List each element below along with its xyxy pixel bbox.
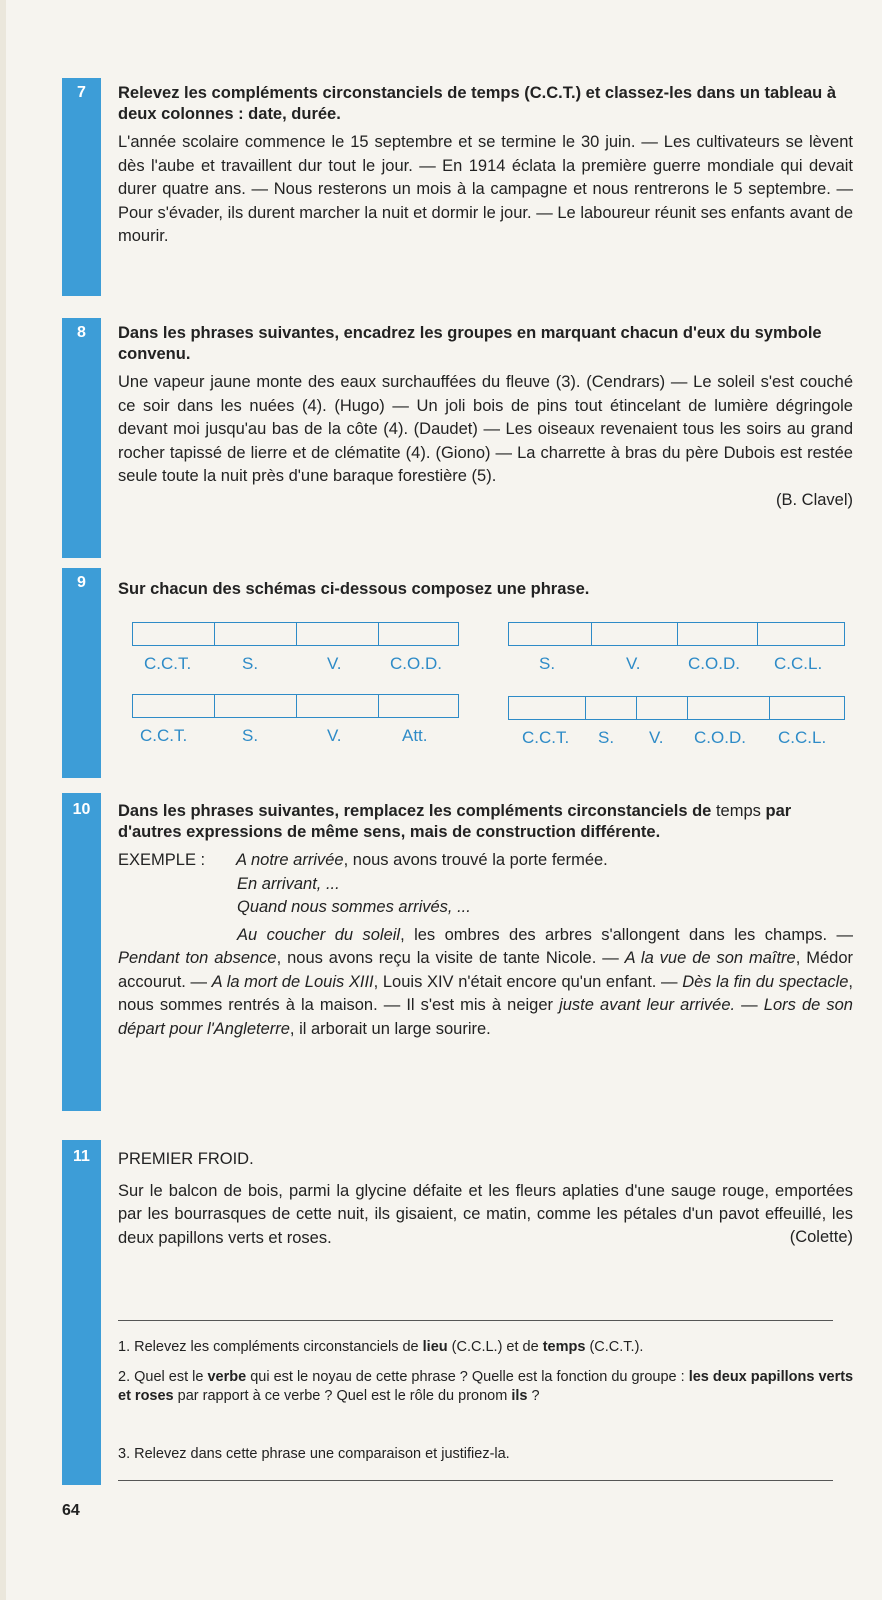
exercise-11-bar xyxy=(62,1140,101,1485)
exercise-8-bar xyxy=(62,318,101,558)
title-plain: temps xyxy=(715,802,761,820)
question-text: (C.C.L.) et de xyxy=(447,1339,543,1355)
exercise-title: PREMIER FROID. xyxy=(118,1150,254,1168)
question-text: par rapport à ce verbe ? Quel est le rôle du pronom xyxy=(173,1388,512,1404)
exercise-text: L'année scolaire commence le 15 septembre et se termine le 30 juin. — Les cultivateurs se lèvent dès l'aube et travaillent dur tout le jour. — En 1914 éclata la première guerre mondiale qui devait durer quatre ans. — Nous resterons un mois à la campagne et nous rentrerons le 5 septembre. — Pour s'évader, ils durent marcher la nuit et dormir le jour. — Le laboureur réunit ses enfants avant de mourir. xyxy=(118,133,853,245)
exercise-source: (Colette) xyxy=(789,1228,853,1246)
question-text: (C.C.T.). xyxy=(585,1339,644,1355)
schema-label: S. xyxy=(242,654,259,673)
schema-label: V. xyxy=(327,654,342,673)
sentence-rest: , il arborait un large sourire. xyxy=(289,1019,491,1038)
question-bold: les deux papillons verts et roses xyxy=(118,1369,854,1404)
sentences xyxy=(118,924,853,1042)
question-text: 2. Quel est le xyxy=(118,1369,208,1385)
exercise-title xyxy=(118,801,853,843)
example-alt: En arrivant, ... xyxy=(237,874,340,893)
question-bold: verbe xyxy=(207,1369,247,1385)
exercise-9 xyxy=(118,579,853,606)
question-bold: ils xyxy=(511,1388,528,1404)
page-edge xyxy=(0,0,6,1600)
question-3 xyxy=(118,1445,855,1464)
schema-1 xyxy=(132,622,459,674)
sentence-rest: , les ombres des arbres s'allongent dans les champs. — xyxy=(400,925,854,944)
schema-label: C.C.L. xyxy=(778,728,827,747)
sentence-italic: A la mort de Louis XIII xyxy=(211,972,374,991)
question-text: 3. Relevez dans cette phrase une comparaison et justifiez-la. xyxy=(118,1446,510,1462)
schema-label: S. xyxy=(242,726,259,745)
schema-label: C.C.T. xyxy=(522,728,570,747)
divider xyxy=(118,1320,833,1321)
question-bold: lieu xyxy=(422,1339,448,1355)
example-label: EXEMPLE : xyxy=(118,851,206,869)
schema-label: C.O.D. xyxy=(688,654,740,673)
example-alt: Quand nous sommes arrivés, ... xyxy=(237,898,471,916)
example-italic: A notre arrivée xyxy=(236,851,344,869)
example-rest: , nous avons trouvé la porte fermée. xyxy=(343,851,608,869)
exercise-number: 10 xyxy=(72,801,91,818)
schema-label: V. xyxy=(327,726,342,745)
sentence-rest: , Médor accourut. — xyxy=(118,949,853,991)
exercise-10 xyxy=(118,801,853,1041)
schema-label: C.O.D. xyxy=(390,654,442,673)
sentence-italic: Lors de son départ pour l'Angleterre xyxy=(118,996,853,1038)
sentence-italic: Au coucher du soleil xyxy=(237,925,401,944)
sentence-rest: , nous sommes rentrés à la maison. — Il s'est mis à neiger xyxy=(118,972,854,1014)
exercise-10-bar xyxy=(62,793,101,1111)
schema-label: V. xyxy=(626,654,641,673)
schema-labels xyxy=(508,720,845,748)
schema-labels xyxy=(508,646,845,674)
question-text: ? xyxy=(527,1388,540,1404)
sentence-rest: — xyxy=(735,996,764,1014)
question-2 xyxy=(118,1368,855,1406)
schema-labels xyxy=(132,718,459,746)
schema-2 xyxy=(508,622,845,674)
question-text: 1. Relevez les compléments circonstanciels de xyxy=(118,1339,423,1355)
schema-label: S. xyxy=(539,654,556,673)
schema-label: C.O.D. xyxy=(694,728,746,747)
exercise-source: (B. Clavel) xyxy=(775,490,853,509)
exercise-8 xyxy=(118,323,853,512)
question-bold: temps xyxy=(542,1339,586,1355)
schema-label: C.C.T. xyxy=(140,726,188,745)
exercise-title: Dans les phrases suivantes, encadrez les groupes en marquant chacun d'eux du symbole convenu. xyxy=(118,324,822,363)
schema-boxes xyxy=(132,622,459,646)
exercise-number: 9 xyxy=(77,574,86,591)
sentence-rest: , Louis XIV n'était encore qu'un enfant. — xyxy=(373,972,683,991)
schema-label: C.C.T. xyxy=(144,654,192,673)
exercise-7 xyxy=(118,83,853,249)
schema-boxes xyxy=(508,696,845,720)
schema-label: S. xyxy=(598,728,615,747)
schema-boxes xyxy=(132,694,459,718)
sentence-italic: A la vue de son maître xyxy=(624,949,796,967)
sentence-rest: , nous avons reçu la visite de tante Nicole. — xyxy=(276,949,625,967)
sentence-italic: Dès la fin du spectacle xyxy=(682,972,849,991)
sentence-italic: Pendant ton absence xyxy=(118,949,277,967)
schema-boxes xyxy=(508,622,845,646)
exercise-title: Relevez les compléments circonstanciels de temps (C.C.T.) et classez-les dans un tableau à deux colonnes : date, durée. xyxy=(118,84,837,123)
question-1 xyxy=(118,1338,855,1357)
schema-label: V. xyxy=(649,728,664,747)
exercise-number: 8 xyxy=(77,324,86,341)
schema-labels xyxy=(132,646,459,674)
exercise-text: Sur le balcon de bois, parmi la glycine défaite et les fleurs aplaties d'une sauge rouge, emportées par les bourrasques de cette nuit, ils gisaient, ce matin, comme les pétales d'un pavot effeuillé, les deux papillons verts et roses. xyxy=(118,1181,853,1247)
exercise-11 xyxy=(118,1148,853,1250)
title-bold: Dans les phrases suivantes, remplacez les compléments circonstanciels de xyxy=(118,802,712,820)
page-number: 64 xyxy=(62,1502,80,1519)
exercise-title: Sur chacun des schémas ci-dessous composez une phrase. xyxy=(118,580,590,598)
schema-3 xyxy=(132,694,459,746)
schema-4 xyxy=(508,696,845,748)
exercise-9-bar xyxy=(62,568,101,778)
divider xyxy=(118,1480,833,1481)
title-bold: par d'autres expressions de même sens, mais de construction différente. xyxy=(118,802,792,841)
question-text: qui est le noyau de cette phrase ? Quelle est la fonction du groupe : xyxy=(246,1369,689,1385)
exercise-number: 7 xyxy=(77,84,86,101)
exercise-number: 11 xyxy=(73,1148,90,1165)
sentence-italic: juste avant leur arrivée. xyxy=(559,996,736,1014)
schema-label: Att. xyxy=(402,726,428,745)
exercise-text: Une vapeur jaune monte des eaux surchauffées du fleuve (3). (Cendrars) — Le soleil s'est couché ce soir dans les nuées (4). (Hugo) — Un joli bois de pins tout étincelant de lumière dégringole devant moi jusqu'au bas de la côte (4). (Daudet) — Les oiseaux revenaient tous les soirs au grand rocher tapissé de lierre et de clématite (4). (Giono) — La charrette à bras du père Dubois est restée seule toute la nuit près d'une baraque forestière (5). xyxy=(118,373,853,485)
exercise-body xyxy=(118,849,853,1041)
exercise-7-bar xyxy=(62,78,101,296)
schema-label: C.C.L. xyxy=(774,654,823,673)
